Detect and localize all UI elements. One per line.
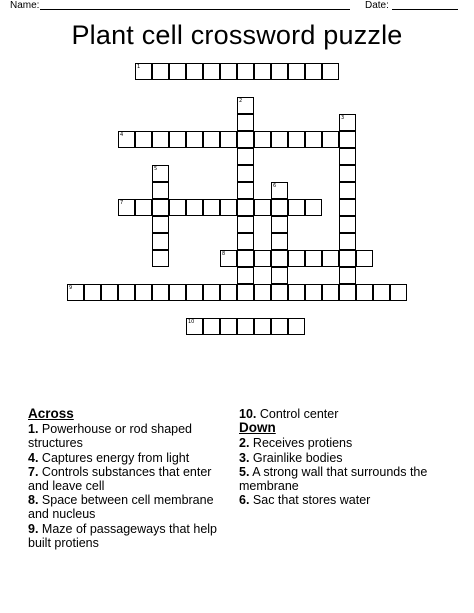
crossword-cell[interactable] (356, 250, 373, 267)
crossword-cell[interactable] (135, 284, 152, 301)
crossword-cell[interactable] (288, 199, 305, 216)
clue-text: Sac that stores water (249, 493, 371, 508)
crossword-cell[interactable] (339, 114, 356, 131)
crossword-cell[interactable] (118, 284, 135, 301)
crossword-cell[interactable] (84, 284, 101, 301)
across-clues (28, 407, 228, 550)
crossword-cell[interactable] (339, 182, 356, 199)
crossword-cell[interactable] (288, 131, 305, 148)
crossword-cell[interactable] (322, 250, 339, 267)
clue-number: 10. (239, 407, 257, 421)
crossword-cell[interactable] (288, 250, 305, 267)
crossword-cell[interactable] (339, 165, 356, 182)
across-clue (239, 407, 449, 421)
crossword-cell[interactable] (288, 284, 305, 301)
crossword-cell[interactable] (288, 318, 305, 335)
crossword-cell[interactable] (152, 131, 169, 148)
crossword-cell[interactable] (152, 284, 169, 301)
crossword-cell[interactable] (339, 148, 356, 165)
crossword-cell[interactable] (186, 131, 203, 148)
down-clue (239, 451, 449, 465)
crossword-cell[interactable] (237, 267, 254, 284)
crossword-cell[interactable] (203, 63, 220, 80)
clue-number-10: 10 (188, 319, 195, 325)
across-clue (28, 522, 228, 550)
across-clue (28, 451, 228, 465)
crossword-cell[interactable] (186, 284, 203, 301)
clue-number-3: 3 (341, 115, 345, 121)
crossword-cell[interactable] (203, 318, 220, 335)
crossword-cell[interactable] (254, 131, 271, 148)
crossword-cell[interactable] (339, 131, 356, 148)
clue-number: 9. (28, 521, 39, 536)
crossword-cell[interactable] (152, 63, 169, 80)
crossword-cell[interactable] (322, 131, 339, 148)
crossword-cell[interactable] (220, 199, 237, 216)
crossword-cell[interactable] (152, 182, 169, 199)
down-heading: Down (239, 420, 276, 436)
crossword-cell[interactable] (237, 97, 254, 114)
crossword-cell[interactable] (305, 284, 322, 301)
crossword-cell[interactable] (237, 182, 254, 199)
crossword-cell[interactable] (67, 284, 84, 301)
crossword-cell[interactable] (152, 165, 169, 182)
crossword-cell[interactable] (186, 318, 203, 335)
crossword-cell[interactable] (220, 284, 237, 301)
crossword-cell[interactable] (305, 199, 322, 216)
clue-text: Powerhouse or rod shaped structures (28, 422, 193, 451)
clue-text: Controls substances that enter and leave cell (28, 464, 212, 494)
crossword-cell[interactable] (271, 284, 288, 301)
crossword-cell[interactable] (135, 131, 152, 148)
down-clue (239, 436, 449, 450)
crossword-cell[interactable] (220, 318, 237, 335)
clue-number-4: 4 (120, 132, 124, 138)
across-clue (28, 465, 228, 493)
crossword-cell[interactable] (390, 284, 407, 301)
crossword-cell[interactable] (237, 250, 254, 267)
clue-text: Captures energy from light (38, 450, 190, 465)
crossword-cell[interactable] (203, 284, 220, 301)
clue-text: Control center (256, 407, 339, 421)
crossword-cell[interactable] (169, 63, 186, 80)
crossword-cell[interactable] (271, 216, 288, 233)
clue-number: 5. (239, 464, 250, 479)
crossword-cell[interactable] (237, 165, 254, 182)
crossword-cell[interactable] (169, 284, 186, 301)
crossword-cell[interactable] (254, 63, 271, 80)
clue-text: Grainlike bodies (249, 450, 343, 465)
crossword-cell[interactable] (152, 250, 169, 267)
clue-text: Receives protiens (249, 436, 353, 451)
crossword-cell[interactable] (118, 131, 135, 148)
crossword-cell[interactable] (339, 199, 356, 216)
clue-number: 3. (239, 450, 250, 465)
crossword-cell[interactable] (169, 199, 186, 216)
crossword-cell[interactable] (118, 199, 135, 216)
crossword-cell[interactable] (237, 148, 254, 165)
crossword-cell[interactable] (237, 233, 254, 250)
clue-number: 2. (239, 436, 250, 451)
crossword-cell[interactable] (339, 284, 356, 301)
page-title: Plant cell crossword puzzle (71, 20, 403, 50)
crossword-cell[interactable] (135, 63, 152, 80)
crossword-cell[interactable] (339, 267, 356, 284)
crossword-cell[interactable] (254, 284, 271, 301)
clue-number-5: 5 (154, 166, 158, 172)
crossword-cell[interactable] (339, 250, 356, 267)
down-clues (239, 407, 449, 507)
clue-text: Maze of passageways that help built protiens (28, 521, 218, 550)
down-clue (239, 493, 449, 507)
crossword-cell[interactable] (186, 199, 203, 216)
crossword-cell[interactable] (101, 284, 118, 301)
crossword-cell[interactable] (203, 199, 220, 216)
crossword-cell[interactable] (152, 216, 169, 233)
clue-number-2: 2 (239, 98, 243, 104)
crossword-cell[interactable] (152, 199, 169, 216)
crossword-cell[interactable] (339, 233, 356, 250)
crossword-cell[interactable] (169, 131, 186, 148)
crossword-cell[interactable] (271, 63, 288, 80)
crossword-cell[interactable] (237, 199, 254, 216)
clue-number: 8. (28, 493, 39, 508)
clue-number-6: 6 (273, 183, 277, 189)
crossword-cell[interactable] (220, 63, 237, 80)
crossword-cell[interactable] (237, 114, 254, 131)
crossword-cell[interactable] (237, 131, 254, 148)
crossword-cell[interactable] (254, 199, 271, 216)
crossword-cell[interactable] (271, 267, 288, 284)
crossword-cell[interactable] (271, 182, 288, 199)
crossword-cell[interactable] (288, 63, 305, 80)
clue-number-9: 9 (69, 285, 73, 291)
crossword-cell[interactable] (271, 199, 288, 216)
crossword-cell[interactable] (237, 63, 254, 80)
crossword-cell[interactable] (237, 216, 254, 233)
crossword-cell[interactable] (203, 131, 220, 148)
clue-number-7: 7 (120, 200, 124, 206)
crossword-cell[interactable] (322, 63, 339, 80)
crossword-cell[interactable] (271, 318, 288, 335)
clue-number: 1. (28, 422, 39, 437)
clue-number: 6. (239, 493, 250, 508)
crossword-cell[interactable] (135, 199, 152, 216)
crossword-cell[interactable] (322, 284, 339, 301)
clue-text: Space between cell membrane and nucleus (28, 493, 214, 522)
clue-number-1: 1 (137, 64, 141, 70)
crossword-cell[interactable] (356, 284, 373, 301)
clue-number-8: 8 (222, 251, 226, 257)
across-clue (28, 422, 228, 450)
down-clue (239, 465, 449, 493)
clue-text: A strong wall that surrounds the membrane (239, 464, 428, 494)
crossword-cell[interactable] (271, 131, 288, 148)
crossword-cell[interactable] (305, 131, 322, 148)
crossword-cell[interactable] (305, 250, 322, 267)
crossword-cell[interactable] (271, 233, 288, 250)
crossword-cell[interactable] (237, 284, 254, 301)
crossword-cell[interactable] (186, 63, 203, 80)
crossword-cell[interactable] (152, 233, 169, 250)
crossword-cell[interactable] (254, 318, 271, 335)
crossword-cell[interactable] (237, 318, 254, 335)
name-label: Name: (10, 0, 40, 11)
across-heading: Across (28, 406, 74, 421)
crossword-cell[interactable] (220, 250, 237, 267)
date-label: Date: (365, 0, 389, 11)
crossword-cell[interactable] (220, 131, 237, 148)
crossword-cell[interactable] (254, 250, 271, 267)
crossword-cell[interactable] (305, 63, 322, 80)
across-clue (28, 493, 228, 521)
crossword-cell[interactable] (271, 250, 288, 267)
clue-number: 4. (28, 450, 39, 465)
crossword-cell[interactable] (339, 216, 356, 233)
crossword-cell[interactable] (373, 284, 390, 301)
clue-number: 7. (28, 464, 39, 479)
